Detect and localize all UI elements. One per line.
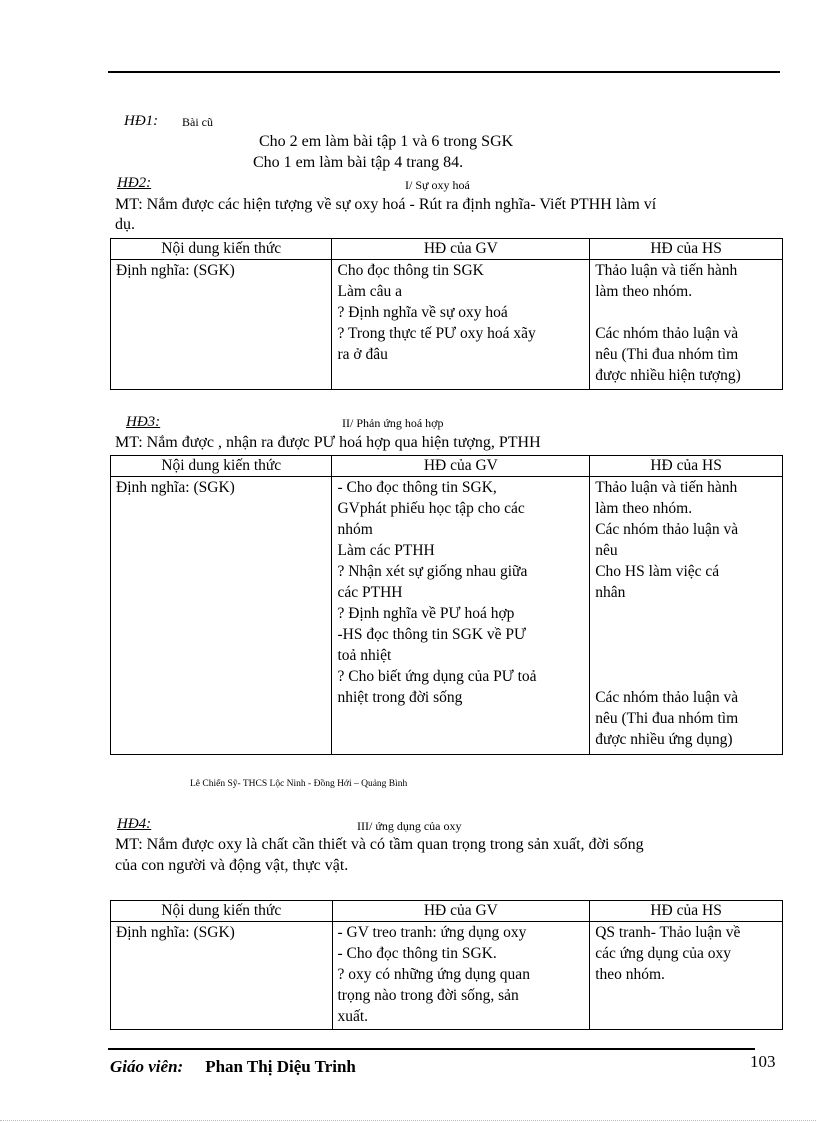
- hd2-objective: MT: Nắm được các hiện tượng về sự oxy hoá - Rút ra định nghĩa- Viết PTHH làm ví: [115, 196, 657, 213]
- hd2-section-title: I/ Sự oxy hoá: [405, 178, 470, 192]
- footer-teacher-name: Phan Thị Diệu Trinh: [205, 1057, 356, 1076]
- header-teacher: HĐ của GV: [332, 239, 590, 260]
- table-row: [111, 922, 783, 1030]
- hd3-section-title: II/ Phản ứng hoá hợp: [342, 416, 444, 430]
- student-cell: QS tranh- Thảo luận về các ứng dụng của oxy theo nhóm.: [590, 922, 783, 1030]
- header-content: Nội dung kiến thức: [111, 901, 333, 922]
- table-header-row: [111, 456, 783, 477]
- student-cell: Thảo luận và tiến hành làm theo nhóm. Các nhóm thảo luận và nêu (Thi đua nhóm tìm được nhiều hiện tượng): [590, 260, 783, 390]
- header-teacher: HĐ của GV: [332, 901, 590, 922]
- footer-rule: [108, 1048, 755, 1050]
- hd1-line1: Cho 2 em làm bài tập 1 và 6 trong SGK: [259, 133, 514, 150]
- hd1-title: Bài cũ: [182, 115, 213, 129]
- header-student: HĐ của HS: [590, 901, 783, 922]
- header-content: Nội dung kiến thức: [111, 456, 332, 477]
- author-credit: Lê Chiến Sỹ- THCS Lộc Ninh - Đồng Hới – Quảng Bình: [190, 779, 408, 789]
- hd1-label: HĐ1:: [124, 113, 159, 129]
- footer-role: Giáo viên:: [110, 1057, 184, 1076]
- header-student: HĐ của HS: [590, 239, 783, 260]
- page-edge: [0, 1120, 816, 1121]
- teacher-cell: - GV treo tranh: ứng dụng oxy - Cho đọc thông tin SGK. ? oxy có những ứng dụng quan trọng nào trong đời sống, sản xuất.: [332, 922, 590, 1030]
- table-row: [111, 477, 783, 755]
- header-content: Nội dung kiến thức: [111, 239, 332, 260]
- teacher-cell: - Cho đọc thông tin SGK, GVphát phiếu học tập cho các nhóm Làm các PTHH ? Nhận xét sự giống nhau giữa các PTHH ? Định nghĩa về PƯ hoá hợp -HS đọc thông tin SGK về PƯ toả nhiệt ? Cho biết ứng dụng của PƯ toả nhiệt trong đời sống: [332, 477, 590, 755]
- footer: [110, 1057, 356, 1077]
- student-cell: Thảo luận và tiến hành làm theo nhóm. Các nhóm thảo luận và nêu Cho HS làm việc cá nhân Các nhóm thảo luận và nêu (Thi đua nhóm tìm được nhiều ứng dụng): [590, 477, 783, 755]
- hd2-table: [110, 238, 783, 390]
- table-row: [111, 260, 783, 390]
- hd4-objective: MT: Nắm được oxy là chất cần thiết và có tầm quan trọng trong sản xuất, đời sống: [115, 836, 644, 853]
- header-rule: [108, 71, 780, 73]
- hd1-line2: Cho 1 em làm bài tập 4 trang 84.: [253, 154, 464, 171]
- table-header-row: [111, 239, 783, 260]
- content-cell: Định nghĩa: (SGK): [111, 477, 332, 755]
- hd4-table: [110, 900, 783, 1030]
- hd4-objective-cont: của con người và động vật, thực vật.: [115, 857, 349, 874]
- hd3-label: HĐ3:: [126, 414, 161, 430]
- hd3-objective: MT: Nắm được , nhận ra được PƯ hoá hợp qua hiện tượng, PTHH: [115, 434, 541, 451]
- hd4-section-title: III/ ứng dụng của oxy: [357, 819, 462, 833]
- teacher-cell: Cho đọc thông tin SGK Làm câu a ? Định nghĩa về sự oxy hoá ? Trong thực tế PƯ oxy hoá xãy ra ở đâu: [332, 260, 590, 390]
- hd3-table: [110, 455, 783, 755]
- hd4-label: HĐ4:: [117, 816, 152, 832]
- hd2-objective-cont: dụ.: [115, 216, 135, 233]
- header-student: HĐ của HS: [590, 456, 783, 477]
- header-teacher: HĐ của GV: [332, 456, 590, 477]
- page-number: 103: [750, 1052, 776, 1071]
- content-cell: Định nghĩa: (SGK): [111, 922, 333, 1030]
- hd2-label: HĐ2:: [117, 175, 152, 191]
- table-header-row: [111, 901, 783, 922]
- content-cell: Định nghĩa: (SGK): [111, 260, 332, 390]
